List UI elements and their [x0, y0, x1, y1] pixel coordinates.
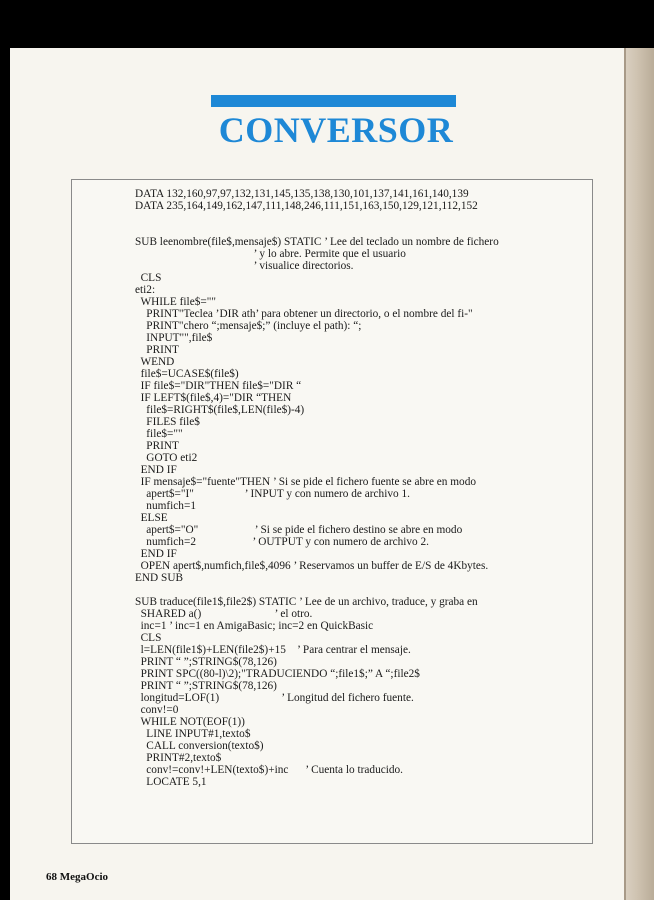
code-line: SHARED a() ’ el otro.: [135, 608, 313, 620]
code-line: WHILE file$="": [135, 296, 216, 308]
title-accent-bar: [211, 95, 456, 107]
code-line: OPEN apert$,numfich,file$,4096 ’ Reservamos un buffer de E/S de 4Kbytes.: [135, 560, 489, 572]
code-line: IF LEFT$(file$,4)="DIR “THEN: [135, 392, 292, 404]
code-line: FILES file$: [135, 416, 200, 428]
code-line: CLS: [135, 632, 162, 644]
code-line: END IF: [135, 548, 177, 560]
code-listing: [72, 180, 592, 843]
code-line: INPUT"",file$: [135, 332, 213, 344]
code-line: numfich=1: [135, 500, 196, 512]
code-line: PRINT SPC((80-l)\2);"TRADUCIENDO “;file1$;” A “;file2$: [135, 668, 420, 680]
code-line: LINE INPUT#1,texto$: [135, 728, 251, 740]
code-line: ELSE: [135, 512, 168, 524]
code-line: SUB leenombre(file$,mensaje$) STATIC ’ Lee del teclado un nombre de fichero: [135, 236, 499, 248]
code-line: LOCATE 5,1: [135, 776, 207, 788]
code-line: eti2:: [135, 284, 156, 296]
code-line: CALL conversion(texto$): [135, 740, 264, 752]
code-line: DATA 235,164,149,162,147,111,148,246,111,151,163,150,129,121,112,152: [135, 200, 478, 212]
code-line: file$=RIGHT$(file$,LEN(file$)-4): [135, 404, 305, 416]
code-line: END IF: [135, 464, 177, 476]
code-line: DATA 132,160,97,97,132,131,145,135,138,130,101,137,141,161,140,139: [135, 188, 469, 200]
code-line: inc=1 ’ inc=1 en AmigaBasic; inc=2 en QuickBasic: [135, 620, 374, 632]
code-line: numfich=2 ’ OUTPUT y con numero de archivo 2.: [135, 536, 429, 548]
code-line: GOTO eti2: [135, 452, 198, 464]
code-line: ’ y lo abre. Permite que el usuario: [135, 248, 406, 260]
code-line: l=LEN(file1$)+LEN(file2$)+15 ’ Para centrar el mensaje.: [135, 644, 411, 656]
code-line: ’ visualice directorios.: [135, 260, 354, 272]
code-listing-box: [71, 179, 593, 844]
code-line: PRINT"Teclea ’DIR ath’ para obtener un directorio, o el nombre del fi-": [135, 308, 473, 320]
code-line: IF file$="DIR"THEN file$="DIR “: [135, 380, 302, 392]
code-line: PRINT: [135, 344, 179, 356]
code-line: conv!=0: [135, 704, 179, 716]
code-line: WEND: [135, 356, 175, 368]
code-line: WHILE NOT(EOF(1)): [135, 716, 245, 728]
page-title: CONVERSOR: [218, 110, 454, 150]
page-footer: 68 MegaOcio: [46, 871, 109, 883]
code-line: PRINT: [135, 440, 179, 452]
code-line: file$="": [135, 428, 183, 440]
code-line: PRINT “ ”;STRING$(78,126): [135, 680, 277, 692]
code-line: file$=UCASE$(file$): [135, 368, 239, 380]
code-line: CLS: [135, 272, 162, 284]
magazine-page: [10, 48, 654, 900]
code-line: IF mensaje$="fuente"THEN ’ Si se pide el fichero fuente se abre en modo: [135, 476, 476, 488]
code-line: PRINT#2,texto$: [135, 752, 222, 764]
code-line: SUB traduce(file1$,file2$) STATIC ’ Lee de un archivo, traduce, y graba en: [135, 596, 478, 608]
code-line: longitud=LOF(1) ’ Longitud del fichero fuente.: [135, 692, 414, 704]
next-page-strip: [626, 48, 654, 900]
code-line: PRINT “ ”;STRING$(78,126): [135, 656, 277, 668]
code-line: apert$="O" ’ Si se pide el fichero destino se abre en modo: [135, 524, 463, 536]
code-line: PRINT"chero “;mensaje$;” (incluye el path): “;: [135, 320, 362, 332]
code-line: END SUB: [135, 572, 184, 584]
code-line: apert$="I" ’ INPUT y con numero de archivo 1.: [135, 488, 410, 500]
code-line: conv!=conv!+LEN(texto$)+inc ’ Cuenta lo traducido.: [135, 764, 403, 776]
